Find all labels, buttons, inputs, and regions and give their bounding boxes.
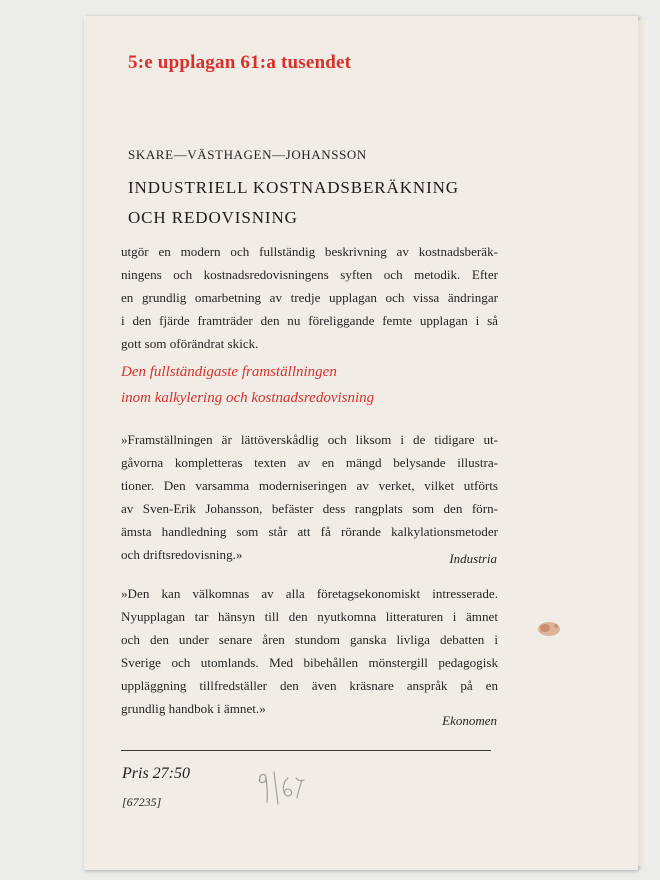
intro-paragraph — [121, 240, 498, 355]
text-line: uppläggning tillfredställer den även kräsnare anspråk på en — [121, 678, 498, 693]
handwritten-pencil-note — [254, 766, 310, 810]
text-line: och driftsredovisning.» — [121, 547, 243, 562]
text-line: »Framställningen är lättöverskådlig och liksom i de tidigare ut- — [121, 432, 498, 447]
title-line: INDUSTRIELL KOSTNADSBERÄKNING — [128, 178, 459, 197]
text-line: Sverige och utomlands. Med bibehållen mönstergill pedagogisk — [121, 655, 498, 670]
edition-label: 5:e upplagan 61:a tusendet — [128, 52, 352, 73]
review-source: Ekonomen — [442, 713, 497, 728]
review-quote-industria — [121, 428, 498, 566]
review-source: Industria — [449, 551, 497, 566]
review-quote-ekonomen — [121, 582, 498, 720]
text-line: tioner. Den varsamma moderniseringen av verket, vilket utförts — [121, 478, 498, 493]
title-line: OCH REDOVISNING — [128, 208, 298, 227]
text-line: grundlig handbok i ämnet.» — [121, 701, 266, 716]
text-line: i den fjärde framträder den nu föreliggande femte upplagan i så — [121, 313, 498, 328]
text-line: »Den kan välkomnas av alla företagsekonomiskt intresserade. — [121, 586, 498, 601]
catalog-code: [67235] — [122, 795, 162, 809]
text-line: Nyupplagan tar hänsyn till den nyutkomna litteraturen i ämnet — [121, 609, 498, 624]
authors-line: SKARE—VÄSTHAGEN—JOHANSSON — [128, 147, 367, 162]
slogan-line: Den fullständigaste framställningen — [121, 364, 337, 380]
text-line: ningens och kostnadsredovisningens syften och metodik. Efter — [121, 267, 498, 282]
text-line: gott som oförändrat skick. — [121, 336, 259, 351]
slogan-line: inom kalkylering och kostnadsredovisning — [121, 390, 375, 406]
text-line: gåvorna kompletteras texten av en mängd belysande illustra- — [121, 455, 498, 470]
text-line: ämsta handledning som står att få rörande kalkylationsmetoder — [121, 524, 498, 539]
text-line: en grundlig omarbetning av tredje upplagan och vissa ändringar — [121, 290, 498, 305]
book-title — [128, 173, 459, 233]
paper-stain — [534, 618, 564, 640]
price-label: Pris 27:50 — [122, 765, 190, 782]
slogan — [121, 359, 521, 411]
divider — [121, 750, 491, 751]
text-line: utgör en modern och fullständig beskrivning av kostnadsberäk- — [121, 244, 498, 259]
text-line: och den under senare åren stundom ganska livliga debatten i — [121, 632, 498, 647]
text-line: av Sven-Erik Johansson, befäster dess rangplats som den förn- — [121, 501, 498, 516]
